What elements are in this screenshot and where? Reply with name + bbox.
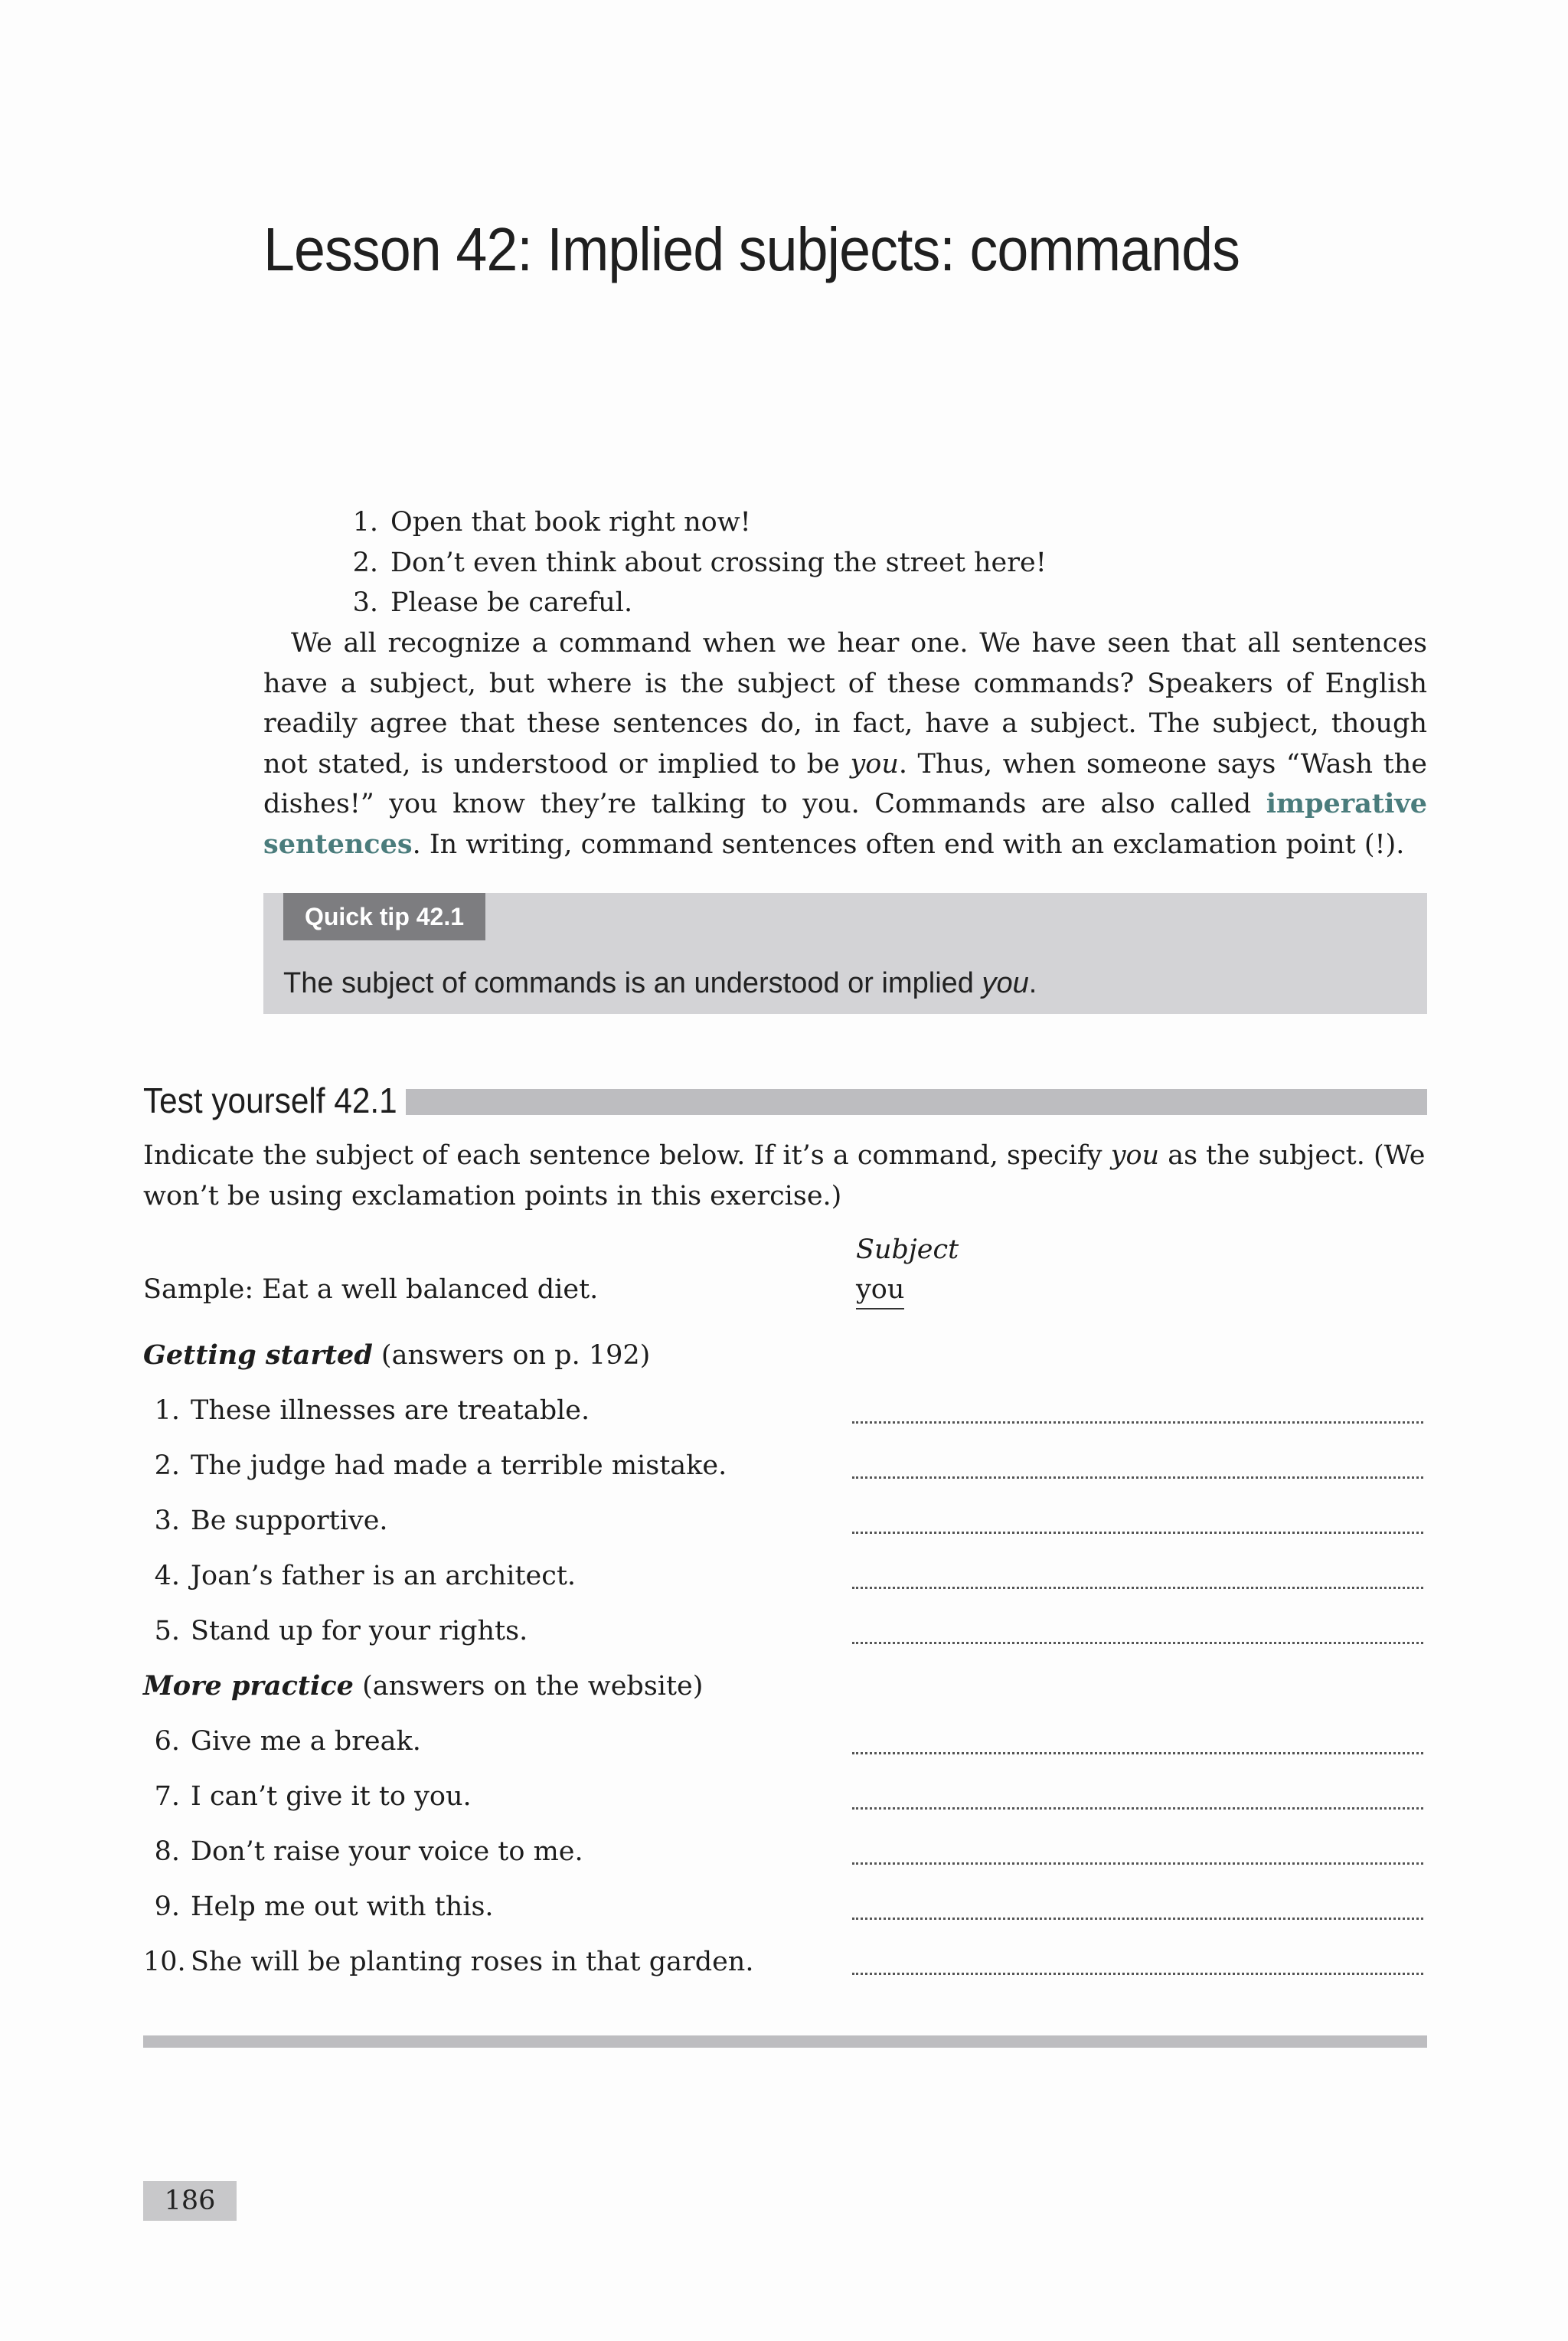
more-practice-heading xyxy=(143,1666,703,1706)
example-number: 1. xyxy=(352,507,378,538)
item-text: Be supportive. xyxy=(191,1506,388,1536)
intro-example xyxy=(337,543,1047,584)
answer-field[interactable] xyxy=(852,1918,1423,1920)
quick-tip-label: Quick tip 42.1 xyxy=(283,893,485,940)
item-number: 8. xyxy=(154,1836,180,1867)
item-number: 2. xyxy=(154,1450,180,1481)
intro-example xyxy=(337,502,1047,543)
answer-field[interactable] xyxy=(852,1862,1423,1865)
test-instructions xyxy=(143,1136,1429,1216)
example-text: Please be careful. xyxy=(390,587,633,618)
exercise-item xyxy=(143,1391,1429,1430)
answer-field[interactable] xyxy=(852,1532,1423,1534)
item-number: 9. xyxy=(154,1891,180,1922)
example-number: 3. xyxy=(352,587,378,618)
item-text: Joan’s father is an architect. xyxy=(191,1561,577,1591)
body-text-2: . Thus, when someone says “Wash the dishes!” you know they’re talking to you. Commands are also called xyxy=(263,748,1427,819)
section-note: (answers on the website) xyxy=(353,1671,704,1702)
heading-rule xyxy=(406,1089,1427,1115)
item-text: The judge had made a terrible mistake. xyxy=(191,1450,727,1481)
item-text: I can’t give it to you. xyxy=(191,1781,472,1812)
quick-tip-end: . xyxy=(1028,967,1037,999)
answer-field[interactable] xyxy=(852,1587,1423,1589)
body-emphasis-you: you xyxy=(850,748,899,780)
item-number: 6. xyxy=(154,1726,180,1757)
getting-started-heading xyxy=(143,1336,650,1375)
item-number: 4. xyxy=(154,1561,180,1591)
item-text: These illnesses are treatable. xyxy=(191,1395,590,1426)
exercise-item xyxy=(143,1832,1429,1872)
section-title: Getting started xyxy=(143,1339,373,1371)
answer-field[interactable] xyxy=(852,1807,1423,1810)
intro-example-list xyxy=(337,502,1047,623)
example-text: Open that book right now! xyxy=(390,507,751,538)
section-title: More practice xyxy=(143,1670,354,1702)
quick-tip-text xyxy=(283,965,1037,1002)
answer-field[interactable] xyxy=(852,1642,1423,1644)
exercise-item xyxy=(143,1887,1429,1927)
instructions-text-2: as the subject. (We won’t be using exclamation points in this exercise.) xyxy=(143,1140,1426,1211)
item-text: Don’t raise your voice to me. xyxy=(191,1836,583,1867)
subject-column-header: Subject xyxy=(856,1234,959,1265)
item-number: 3. xyxy=(154,1506,180,1536)
item-text: Help me out with this. xyxy=(191,1891,494,1922)
quick-tip-emphasis: you xyxy=(982,967,1029,999)
item-text: She will be planting roses in that garden. xyxy=(191,1947,754,1977)
lesson-title: Lesson 42: Implied subjects: commands xyxy=(263,215,1240,283)
quick-tip-box xyxy=(263,893,1427,1014)
exercise-item xyxy=(143,1446,1429,1486)
sample-sentence: Sample: Eat a well balanced diet. xyxy=(143,1274,599,1305)
example-text: Don’t even think about crossing the street here! xyxy=(390,547,1047,578)
body-paragraph xyxy=(263,623,1427,865)
key-term: imperative sentences xyxy=(263,788,1427,860)
answer-field[interactable] xyxy=(852,1476,1423,1479)
body-text-1: We all recognize a command when we hear one. We have seen that all sentences have a subject, but where is the subject of these commands? Speakers of English readily agree that these sentences do, in fact, have a subject. The subject, though not stated, is understood or implied to be xyxy=(263,628,1427,780)
item-text: Stand up for your rights. xyxy=(191,1616,528,1646)
intro-example xyxy=(337,583,1047,623)
item-number: 1. xyxy=(154,1395,180,1426)
exercise-item xyxy=(143,1501,1429,1541)
answer-field[interactable] xyxy=(852,1752,1423,1754)
item-number: 5. xyxy=(154,1616,180,1646)
exercise-item xyxy=(143,1611,1429,1651)
sample-answer: you xyxy=(856,1270,904,1309)
answer-field[interactable] xyxy=(852,1421,1423,1424)
exercise-item xyxy=(143,1556,1429,1596)
item-number: 7. xyxy=(154,1781,180,1812)
body-text-3: . In writing, command sentences often end with an exclamation point (!). xyxy=(412,829,1405,860)
page-number: 186 xyxy=(143,2181,237,2221)
exercise-item xyxy=(143,1777,1429,1816)
quick-tip-body: The subject of commands is an understood or implied xyxy=(283,967,982,999)
instructions-emphasis: you xyxy=(1110,1140,1160,1171)
answer-field[interactable] xyxy=(852,1973,1423,1975)
example-number: 2. xyxy=(352,547,378,578)
exercise-item xyxy=(143,1721,1429,1761)
test-heading: Test yourself 42.1 xyxy=(143,1081,397,1120)
item-number: 10. xyxy=(143,1947,186,1977)
item-text: Give me a break. xyxy=(191,1726,421,1757)
section-end-rule xyxy=(143,2035,1427,2048)
exercise-item xyxy=(143,1942,1429,1982)
instructions-text-1: Indicate the subject of each sentence below. If it’s a command, specify xyxy=(143,1140,1111,1171)
section-note: (answers on p. 192) xyxy=(372,1340,651,1371)
